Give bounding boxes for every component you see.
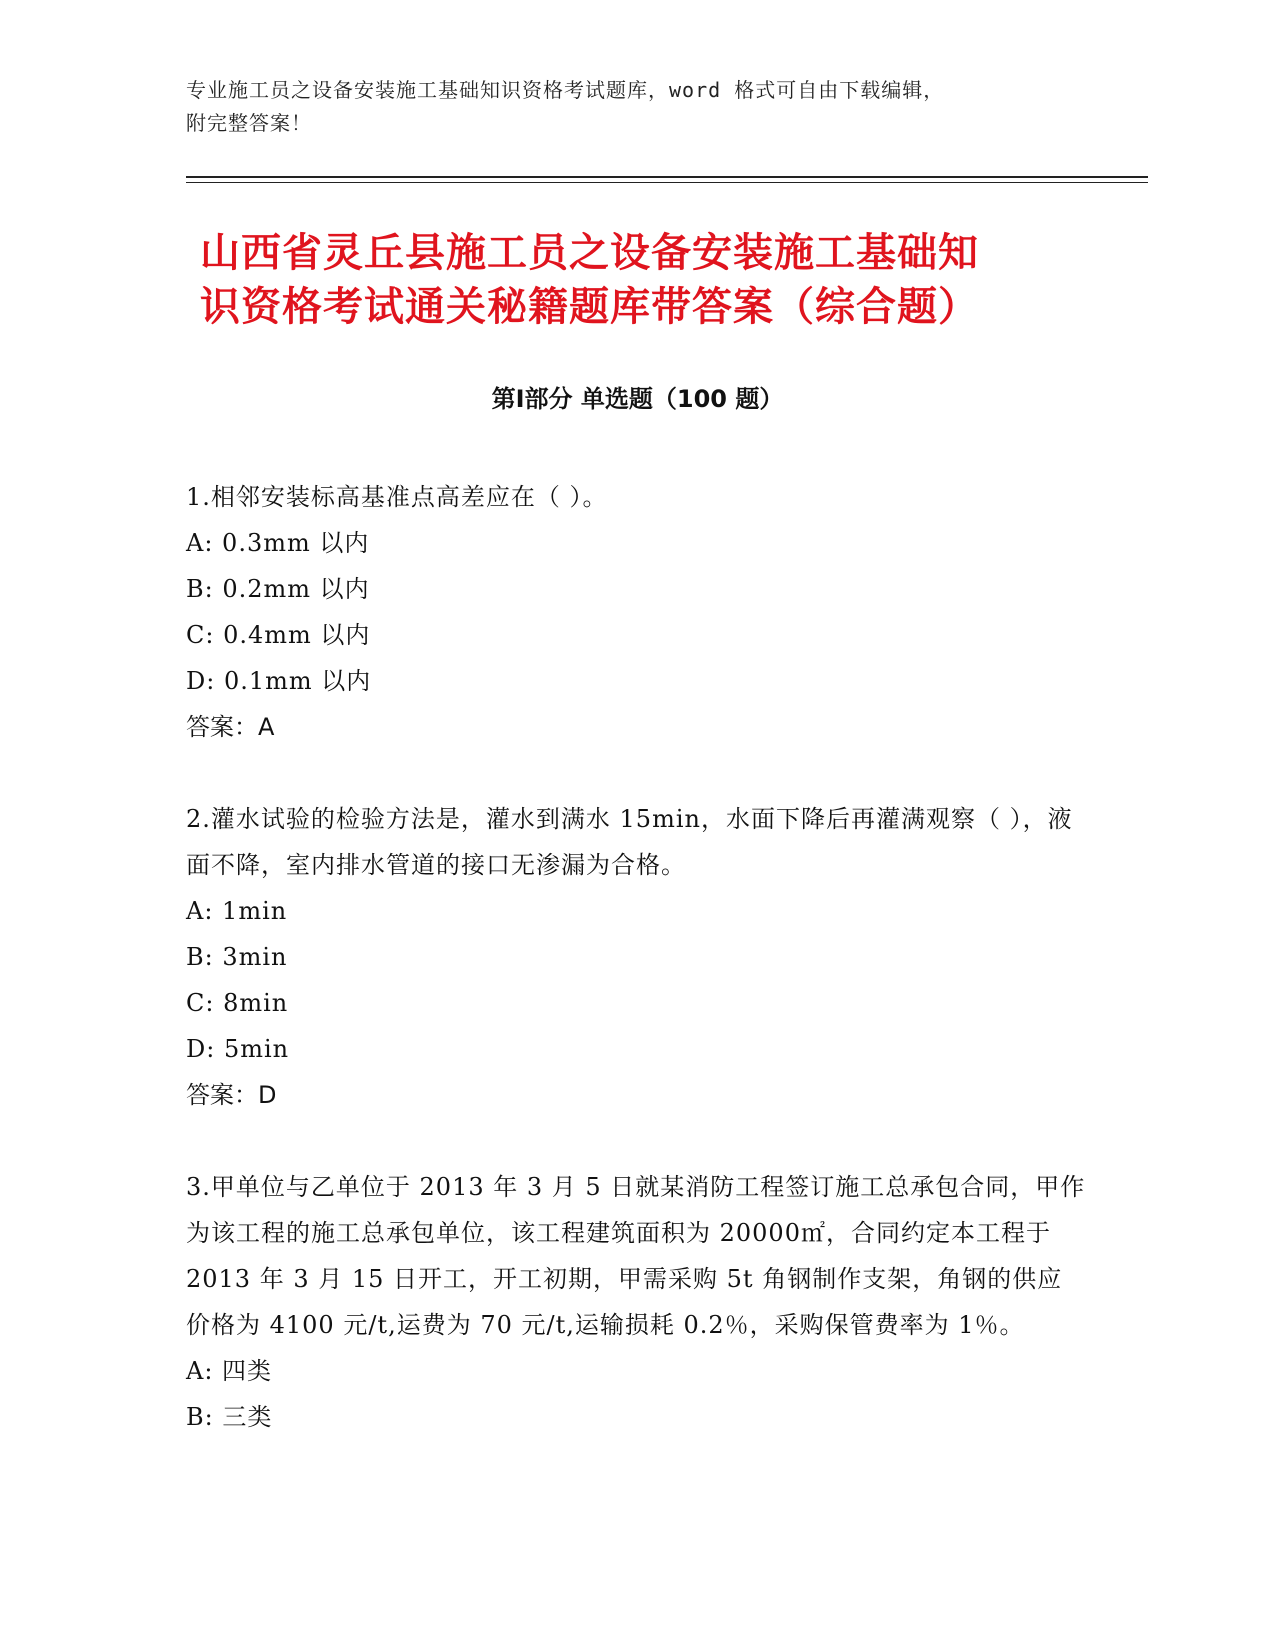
option-b: B: 三类: [186, 1403, 273, 1431]
option-d: D: 0.1mm 以内: [186, 667, 372, 695]
option-b: B: 3min: [186, 943, 288, 971]
document-title-line-2: 识资格考试通关秘籍题库带答案（综合题）: [200, 284, 979, 330]
option-a: A: 四类: [186, 1357, 273, 1385]
option-b: B: 0.2mm 以内: [186, 575, 370, 603]
question-3: [186, 1164, 1086, 1440]
answer-line: 答案：A: [186, 713, 275, 741]
question-stem: 2.灌水试验的检验方法是，灌水到满水 15min，水面下降后再灌满观察（ ），液面不降，室内排水管道的接口无渗漏为合格。: [186, 805, 1073, 879]
header-note: [186, 74, 1086, 140]
header-divider-thick: [186, 176, 1148, 178]
answer-line: 答案：D: [186, 1081, 277, 1109]
option-c: C: 0.4mm 以内: [186, 621, 371, 649]
section-heading: 第Ⅰ部分 单选题（100 题）: [491, 385, 784, 413]
question-2: [186, 796, 1086, 1118]
question-1: [186, 474, 1086, 750]
header-divider-thin: [186, 182, 1148, 183]
question-stem: 1.相邻安装标高基准点高差应在（ ）。: [186, 483, 608, 511]
document-title: [200, 226, 1100, 334]
option-a: A: 0.3mm 以内: [186, 529, 370, 557]
question-stem: 3.甲单位与乙单位于 2013 年 3 月 5 日就某消防工程签订施工总承包合同，甲作为该工程的施工总承包单位，该工程建筑面积为 20000㎡，合同约定本工程于 2013 年 3 月 15 日开工，开工初期，甲需采购 5t 角钢制作支架，角钢的供应价格为 4100 元/t,运费为 70 元/t,运输损耗 0.2％，采购保管费率为 1％。: [186, 1173, 1086, 1339]
option-d: D: 5min: [186, 1035, 290, 1063]
option-a: A: 1min: [186, 897, 288, 925]
header-note-line-1: 专业施工员之设备安装施工基础知识资格考试题库，word 格式可自由下载编辑，: [186, 78, 945, 102]
header-note-line-2: 附完整答案！: [186, 111, 312, 135]
document-title-line-1: 山西省灵丘县施工员之设备安装施工基础知: [200, 230, 979, 276]
option-c: C: 8min: [186, 989, 289, 1017]
